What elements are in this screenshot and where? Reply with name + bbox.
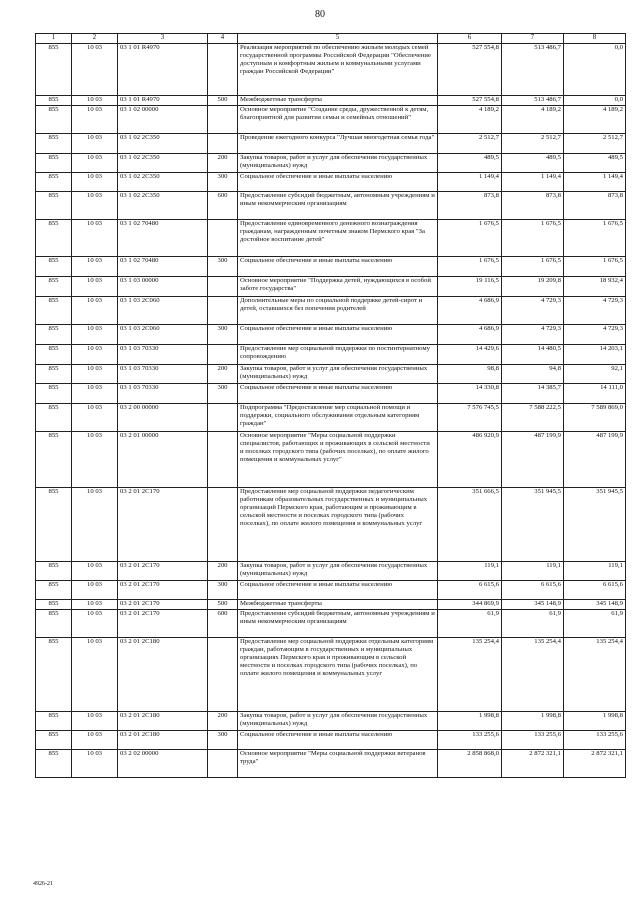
description-cell: Межбюджетные трансферты <box>238 96 438 106</box>
description-cell: Закупка товаров, работ и услуг для обеспечения государственных (муниципальных) нужд <box>238 712 438 731</box>
value-col7-cell: 133 255,6 <box>502 731 564 750</box>
table-row <box>36 610 626 638</box>
table-row <box>36 712 626 731</box>
value-col7-cell: 14 385,7 <box>502 384 564 404</box>
description-cell: Закупка товаров, работ и услуг для обеспечения государственных (муниципальных) нужд <box>238 154 438 173</box>
value-col8-cell: 4 729,3 <box>564 325 626 345</box>
value-col8-cell: 119,1 <box>564 562 626 581</box>
expense-type-cell <box>208 488 238 562</box>
expense-type-cell: 300 <box>208 731 238 750</box>
table-row <box>36 404 626 432</box>
value-col7-cell: 489,5 <box>502 154 564 173</box>
section-code-cell: 10 03 <box>72 154 118 173</box>
table-row <box>36 154 626 173</box>
org-code-cell: 855 <box>36 731 72 750</box>
target-code-cell: 03 2 01 2С170 <box>118 610 208 638</box>
expense-type-cell <box>208 750 238 778</box>
table-row <box>36 731 626 750</box>
value-col8-cell: 7 589 869,0 <box>564 404 626 432</box>
value-col6-cell: 489,5 <box>438 154 502 173</box>
table-row <box>36 277 626 297</box>
column-header: 7 <box>502 34 564 44</box>
value-col6-cell: 61,9 <box>438 610 502 638</box>
value-col7-cell: 19 209,8 <box>502 277 564 297</box>
value-col7-cell: 1 676,5 <box>502 220 564 257</box>
value-col8-cell: 0,0 <box>564 96 626 106</box>
value-col7-cell: 4 189,2 <box>502 106 564 134</box>
value-col7-cell: 4 729,3 <box>502 325 564 345</box>
value-col7-cell: 2 872 321,1 <box>502 750 564 778</box>
value-col6-cell: 6 615,6 <box>438 581 502 600</box>
page-number: 80 <box>315 9 325 20</box>
value-col8-cell: 1 676,5 <box>564 257 626 277</box>
expense-type-cell: 500 <box>208 600 238 610</box>
target-code-cell: 03 2 02 00000 <box>118 750 208 778</box>
org-code-cell: 855 <box>36 600 72 610</box>
value-col7-cell: 119,1 <box>502 562 564 581</box>
org-code-cell: 855 <box>36 750 72 778</box>
description-cell: Предоставление единовременного денежного вознаграждения гражданам, награжденным почетным знаком Пермского края "За достойное воспитание детей" <box>238 220 438 257</box>
value-col6-cell: 4 686,9 <box>438 297 502 325</box>
target-code-cell: 03 1 03 70330 <box>118 365 208 384</box>
target-code-cell: 03 1 03 2С060 <box>118 297 208 325</box>
description-cell: Подпрограмма "Предоставление мер социальной помощи и поддержки, социального обслуживания отдельным категориям граждан" <box>238 404 438 432</box>
value-col8-cell: 4 729,3 <box>564 297 626 325</box>
column-number-row <box>36 34 626 44</box>
value-col8-cell: 14 111,0 <box>564 384 626 404</box>
target-code-cell: 03 1 02 00000 <box>118 106 208 134</box>
value-col6-cell: 4 189,2 <box>438 106 502 134</box>
table-row <box>36 134 626 154</box>
expense-type-cell: 200 <box>208 365 238 384</box>
value-col8-cell: 873,8 <box>564 192 626 220</box>
target-code-cell: 03 1 02 2С350 <box>118 134 208 154</box>
target-code-cell: 03 1 02 70480 <box>118 220 208 257</box>
expense-type-cell <box>208 134 238 154</box>
target-code-cell: 03 1 02 2С350 <box>118 173 208 192</box>
value-col6-cell: 14 330,8 <box>438 384 502 404</box>
section-code-cell: 10 03 <box>72 96 118 106</box>
value-col8-cell: 0,0 <box>564 44 626 96</box>
value-col6-cell: 1 149,4 <box>438 173 502 192</box>
value-col8-cell: 133 255,6 <box>564 731 626 750</box>
section-code-cell: 10 03 <box>72 345 118 365</box>
description-cell: Дополнительные меры по социальной поддержке детей-сирот и детей, оставшихся без попечения родителей <box>238 297 438 325</box>
value-col8-cell: 61,9 <box>564 610 626 638</box>
org-code-cell: 855 <box>36 106 72 134</box>
description-cell: Предоставление мер социальной поддержки отдельным категориям граждан, работающим в государственных и муниципальных организациях Пермского края и проживающим в сельской местности и поселках городского типа (рабочих поселках), по оплате жилого помещения и коммунальных услуг <box>238 638 438 712</box>
org-code-cell: 855 <box>36 134 72 154</box>
target-code-cell: 03 2 01 2С170 <box>118 581 208 600</box>
value-col7-cell: 6 615,6 <box>502 581 564 600</box>
value-col6-cell: 1 998,8 <box>438 712 502 731</box>
column-header: 2 <box>72 34 118 44</box>
section-code-cell: 10 03 <box>72 220 118 257</box>
expense-type-cell: 300 <box>208 581 238 600</box>
table-row <box>36 106 626 134</box>
org-code-cell: 855 <box>36 96 72 106</box>
description-cell: Социальное обеспечение и иные выплаты населению <box>238 173 438 192</box>
value-col6-cell: 135 254,4 <box>438 638 502 712</box>
section-code-cell: 10 03 <box>72 731 118 750</box>
budget-table <box>35 33 626 778</box>
description-cell: Закупка товаров, работ и услуг для обеспечения государственных (муниципальных) нужд <box>238 365 438 384</box>
description-cell: Социальное обеспечение и иные выплаты населению <box>238 325 438 345</box>
expense-type-cell <box>208 297 238 325</box>
value-col6-cell: 14 429,6 <box>438 345 502 365</box>
description-cell: Основное мероприятие "Меры социальной поддержки специалистов, работающих и проживающих в сельской местности и поселках городского типа (рабочих поселках), по оплате жилого помещения и коммунальных услуг" <box>238 432 438 488</box>
target-code-cell: 03 1 03 70330 <box>118 345 208 365</box>
target-code-cell: 03 2 01 2С170 <box>118 562 208 581</box>
table-row <box>36 257 626 277</box>
table-row <box>36 432 626 488</box>
value-col7-cell: 1 998,8 <box>502 712 564 731</box>
table-row <box>36 297 626 325</box>
value-col8-cell: 2 512,7 <box>564 134 626 154</box>
table-row <box>36 638 626 712</box>
value-col7-cell: 513 486,7 <box>502 44 564 96</box>
value-col7-cell: 4 729,3 <box>502 297 564 325</box>
expense-type-cell: 600 <box>208 192 238 220</box>
expense-type-cell: 300 <box>208 257 238 277</box>
target-code-cell: 03 1 03 00000 <box>118 277 208 297</box>
org-code-cell: 855 <box>36 220 72 257</box>
value-col6-cell: 2 858 868,0 <box>438 750 502 778</box>
expense-type-cell <box>208 638 238 712</box>
expense-type-cell: 200 <box>208 154 238 173</box>
table-row <box>36 365 626 384</box>
description-cell: Реализация мероприятий по обеспечению жильем молодых семей государственной программы Российской Федерации "Обеспечение доступным и комфортным жильем и коммунальными услугами граждан Российской Федерации" <box>238 44 438 96</box>
table-row <box>36 345 626 365</box>
description-cell: Основное мероприятие "Создание среды, дружественной к детям, благоприятной для развития семьи и семейных отношений" <box>238 106 438 134</box>
section-code-cell: 10 03 <box>72 277 118 297</box>
section-code-cell: 10 03 <box>72 44 118 96</box>
expense-type-cell <box>208 345 238 365</box>
org-code-cell: 855 <box>36 384 72 404</box>
value-col8-cell: 4 189,2 <box>564 106 626 134</box>
value-col6-cell: 527 554,8 <box>438 96 502 106</box>
section-code-cell: 10 03 <box>72 581 118 600</box>
org-code-cell: 855 <box>36 610 72 638</box>
section-code-cell: 10 03 <box>72 384 118 404</box>
description-cell: Социальное обеспечение и иные выплаты населению <box>238 731 438 750</box>
description-cell: Социальное обеспечение и иные выплаты населению <box>238 257 438 277</box>
value-col8-cell: 2 872 321,1 <box>564 750 626 778</box>
column-header: 1 <box>36 34 72 44</box>
table-row <box>36 488 626 562</box>
org-code-cell: 855 <box>36 325 72 345</box>
table-row <box>36 192 626 220</box>
expense-type-cell <box>208 432 238 488</box>
target-code-cell: 03 2 01 2С170 <box>118 488 208 562</box>
section-code-cell: 10 03 <box>72 712 118 731</box>
expense-type-cell <box>208 220 238 257</box>
org-code-cell: 855 <box>36 581 72 600</box>
org-code-cell: 855 <box>36 257 72 277</box>
value-col6-cell: 351 666,5 <box>438 488 502 562</box>
table-row <box>36 750 626 778</box>
org-code-cell: 855 <box>36 345 72 365</box>
target-code-cell: 03 2 01 2С180 <box>118 712 208 731</box>
section-code-cell: 10 03 <box>72 325 118 345</box>
value-col7-cell: 135 254,4 <box>502 638 564 712</box>
target-code-cell: 03 1 01 R4970 <box>118 96 208 106</box>
target-code-cell: 03 2 01 2С180 <box>118 731 208 750</box>
column-header: 4 <box>208 34 238 44</box>
expense-type-cell <box>208 106 238 134</box>
org-code-cell: 855 <box>36 173 72 192</box>
expense-type-cell: 200 <box>208 562 238 581</box>
org-code-cell: 855 <box>36 638 72 712</box>
description-cell: Предоставление мер социальной поддержки педагогическим работникам образовательных государственных и муниципальных организаций Пермского края, работающим и проживающим в сельской местности и поселках городского типа (рабочих поселках), по оплате жилого помещения и коммунальных услуг <box>238 488 438 562</box>
value-col6-cell: 527 554,8 <box>438 44 502 96</box>
expense-type-cell <box>208 404 238 432</box>
value-col8-cell: 92,1 <box>564 365 626 384</box>
value-col7-cell: 487 199,9 <box>502 432 564 488</box>
value-col7-cell: 61,9 <box>502 610 564 638</box>
value-col6-cell: 1 676,5 <box>438 257 502 277</box>
section-code-cell: 10 03 <box>72 106 118 134</box>
org-code-cell: 855 <box>36 404 72 432</box>
description-cell: Межбюджетные трансферты <box>238 600 438 610</box>
value-col7-cell: 1 149,4 <box>502 173 564 192</box>
value-col7-cell: 7 588 222,5 <box>502 404 564 432</box>
column-header: 6 <box>438 34 502 44</box>
expense-type-cell <box>208 277 238 297</box>
value-col8-cell: 18 932,4 <box>564 277 626 297</box>
value-col6-cell: 119,1 <box>438 562 502 581</box>
value-col8-cell: 351 945,5 <box>564 488 626 562</box>
value-col6-cell: 2 512,7 <box>438 134 502 154</box>
expense-type-cell: 300 <box>208 325 238 345</box>
value-col7-cell: 873,8 <box>502 192 564 220</box>
target-code-cell: 03 2 00 00000 <box>118 404 208 432</box>
target-code-cell: 03 1 03 2С060 <box>118 325 208 345</box>
value-col6-cell: 133 255,6 <box>438 731 502 750</box>
section-code-cell: 10 03 <box>72 562 118 581</box>
section-code-cell: 10 03 <box>72 257 118 277</box>
value-col8-cell: 1 998,8 <box>564 712 626 731</box>
table-row <box>36 600 626 610</box>
description-cell: Закупка товаров, работ и услуг для обеспечения государственных (муниципальных) нужд <box>238 562 438 581</box>
org-code-cell: 855 <box>36 192 72 220</box>
org-code-cell: 855 <box>36 562 72 581</box>
value-col6-cell: 7 576 745,5 <box>438 404 502 432</box>
value-col8-cell: 14 203,1 <box>564 345 626 365</box>
description-cell: Социальное обеспечение и иные выплаты населению <box>238 581 438 600</box>
description-cell: Предоставление субсидий бюджетным, автономным учреждениям и иным некоммерческим организациям <box>238 610 438 638</box>
document-code: 4926-21 <box>33 881 53 887</box>
table-row <box>36 562 626 581</box>
table-row <box>36 96 626 106</box>
expense-type-cell: 300 <box>208 173 238 192</box>
expense-type-cell: 500 <box>208 96 238 106</box>
org-code-cell: 855 <box>36 488 72 562</box>
description-cell: Предоставление субсидий бюджетным, автономным учреждениям и иным некоммерческим организациям <box>238 192 438 220</box>
value-col8-cell: 6 615,6 <box>564 581 626 600</box>
org-code-cell: 855 <box>36 365 72 384</box>
value-col7-cell: 345 148,9 <box>502 600 564 610</box>
table-row <box>36 220 626 257</box>
value-col7-cell: 351 945,5 <box>502 488 564 562</box>
section-code-cell: 10 03 <box>72 750 118 778</box>
value-col7-cell: 513 486,7 <box>502 96 564 106</box>
value-col6-cell: 98,8 <box>438 365 502 384</box>
section-code-cell: 10 03 <box>72 488 118 562</box>
org-code-cell: 855 <box>36 297 72 325</box>
section-code-cell: 10 03 <box>72 404 118 432</box>
column-header: 3 <box>118 34 208 44</box>
column-header: 8 <box>564 34 626 44</box>
description-cell: Основное мероприятие "Меры социальной поддержки ветеранов труда" <box>238 750 438 778</box>
value-col8-cell: 1 676,5 <box>564 220 626 257</box>
section-code-cell: 10 03 <box>72 192 118 220</box>
section-code-cell: 10 03 <box>72 134 118 154</box>
org-code-cell: 855 <box>36 712 72 731</box>
value-col7-cell: 94,8 <box>502 365 564 384</box>
value-col7-cell: 14 480,5 <box>502 345 564 365</box>
table-row <box>36 581 626 600</box>
section-code-cell: 10 03 <box>72 600 118 610</box>
org-code-cell: 855 <box>36 277 72 297</box>
target-code-cell: 03 1 02 2С350 <box>118 154 208 173</box>
value-col6-cell: 873,8 <box>438 192 502 220</box>
table-row <box>36 325 626 345</box>
target-code-cell: 03 2 01 2С170 <box>118 600 208 610</box>
section-code-cell: 10 03 <box>72 638 118 712</box>
description-cell: Основное мероприятие "Поддержка детей, нуждающихся в особой заботе государства" <box>238 277 438 297</box>
target-code-cell: 03 2 01 2С180 <box>118 638 208 712</box>
target-code-cell: 03 1 02 70480 <box>118 257 208 277</box>
expense-type-cell: 200 <box>208 712 238 731</box>
value-col6-cell: 486 920,9 <box>438 432 502 488</box>
target-code-cell: 03 1 02 2С350 <box>118 192 208 220</box>
table-row <box>36 173 626 192</box>
target-code-cell: 03 1 03 70330 <box>118 384 208 404</box>
value-col8-cell: 487 199,9 <box>564 432 626 488</box>
target-code-cell: 03 1 01 R4970 <box>118 44 208 96</box>
org-code-cell: 855 <box>36 432 72 488</box>
value-col8-cell: 489,5 <box>564 154 626 173</box>
value-col6-cell: 344 869,9 <box>438 600 502 610</box>
expense-type-cell: 600 <box>208 610 238 638</box>
value-col6-cell: 4 686,9 <box>438 325 502 345</box>
section-code-cell: 10 03 <box>72 610 118 638</box>
description-cell: Социальное обеспечение и иные выплаты населению <box>238 384 438 404</box>
value-col8-cell: 345 148,9 <box>564 600 626 610</box>
description-cell: Проведение ежегодного конкурса "Лучшая многодетная семья года" <box>238 134 438 154</box>
section-code-cell: 10 03 <box>72 173 118 192</box>
value-col8-cell: 1 149,4 <box>564 173 626 192</box>
value-col7-cell: 1 676,5 <box>502 257 564 277</box>
description-cell: Предоставление мер социальной поддержки по постинтернатному сопровождению <box>238 345 438 365</box>
expense-type-cell: 300 <box>208 384 238 404</box>
column-header: 5 <box>238 34 438 44</box>
value-col7-cell: 2 512,7 <box>502 134 564 154</box>
org-code-cell: 855 <box>36 44 72 96</box>
org-code-cell: 855 <box>36 154 72 173</box>
table-row <box>36 384 626 404</box>
section-code-cell: 10 03 <box>72 432 118 488</box>
value-col8-cell: 135 254,4 <box>564 638 626 712</box>
value-col6-cell: 19 116,5 <box>438 277 502 297</box>
table-row <box>36 44 626 96</box>
expense-type-cell <box>208 44 238 96</box>
value-col6-cell: 1 676,5 <box>438 220 502 257</box>
section-code-cell: 10 03 <box>72 297 118 325</box>
section-code-cell: 10 03 <box>72 365 118 384</box>
target-code-cell: 03 2 01 00000 <box>118 432 208 488</box>
